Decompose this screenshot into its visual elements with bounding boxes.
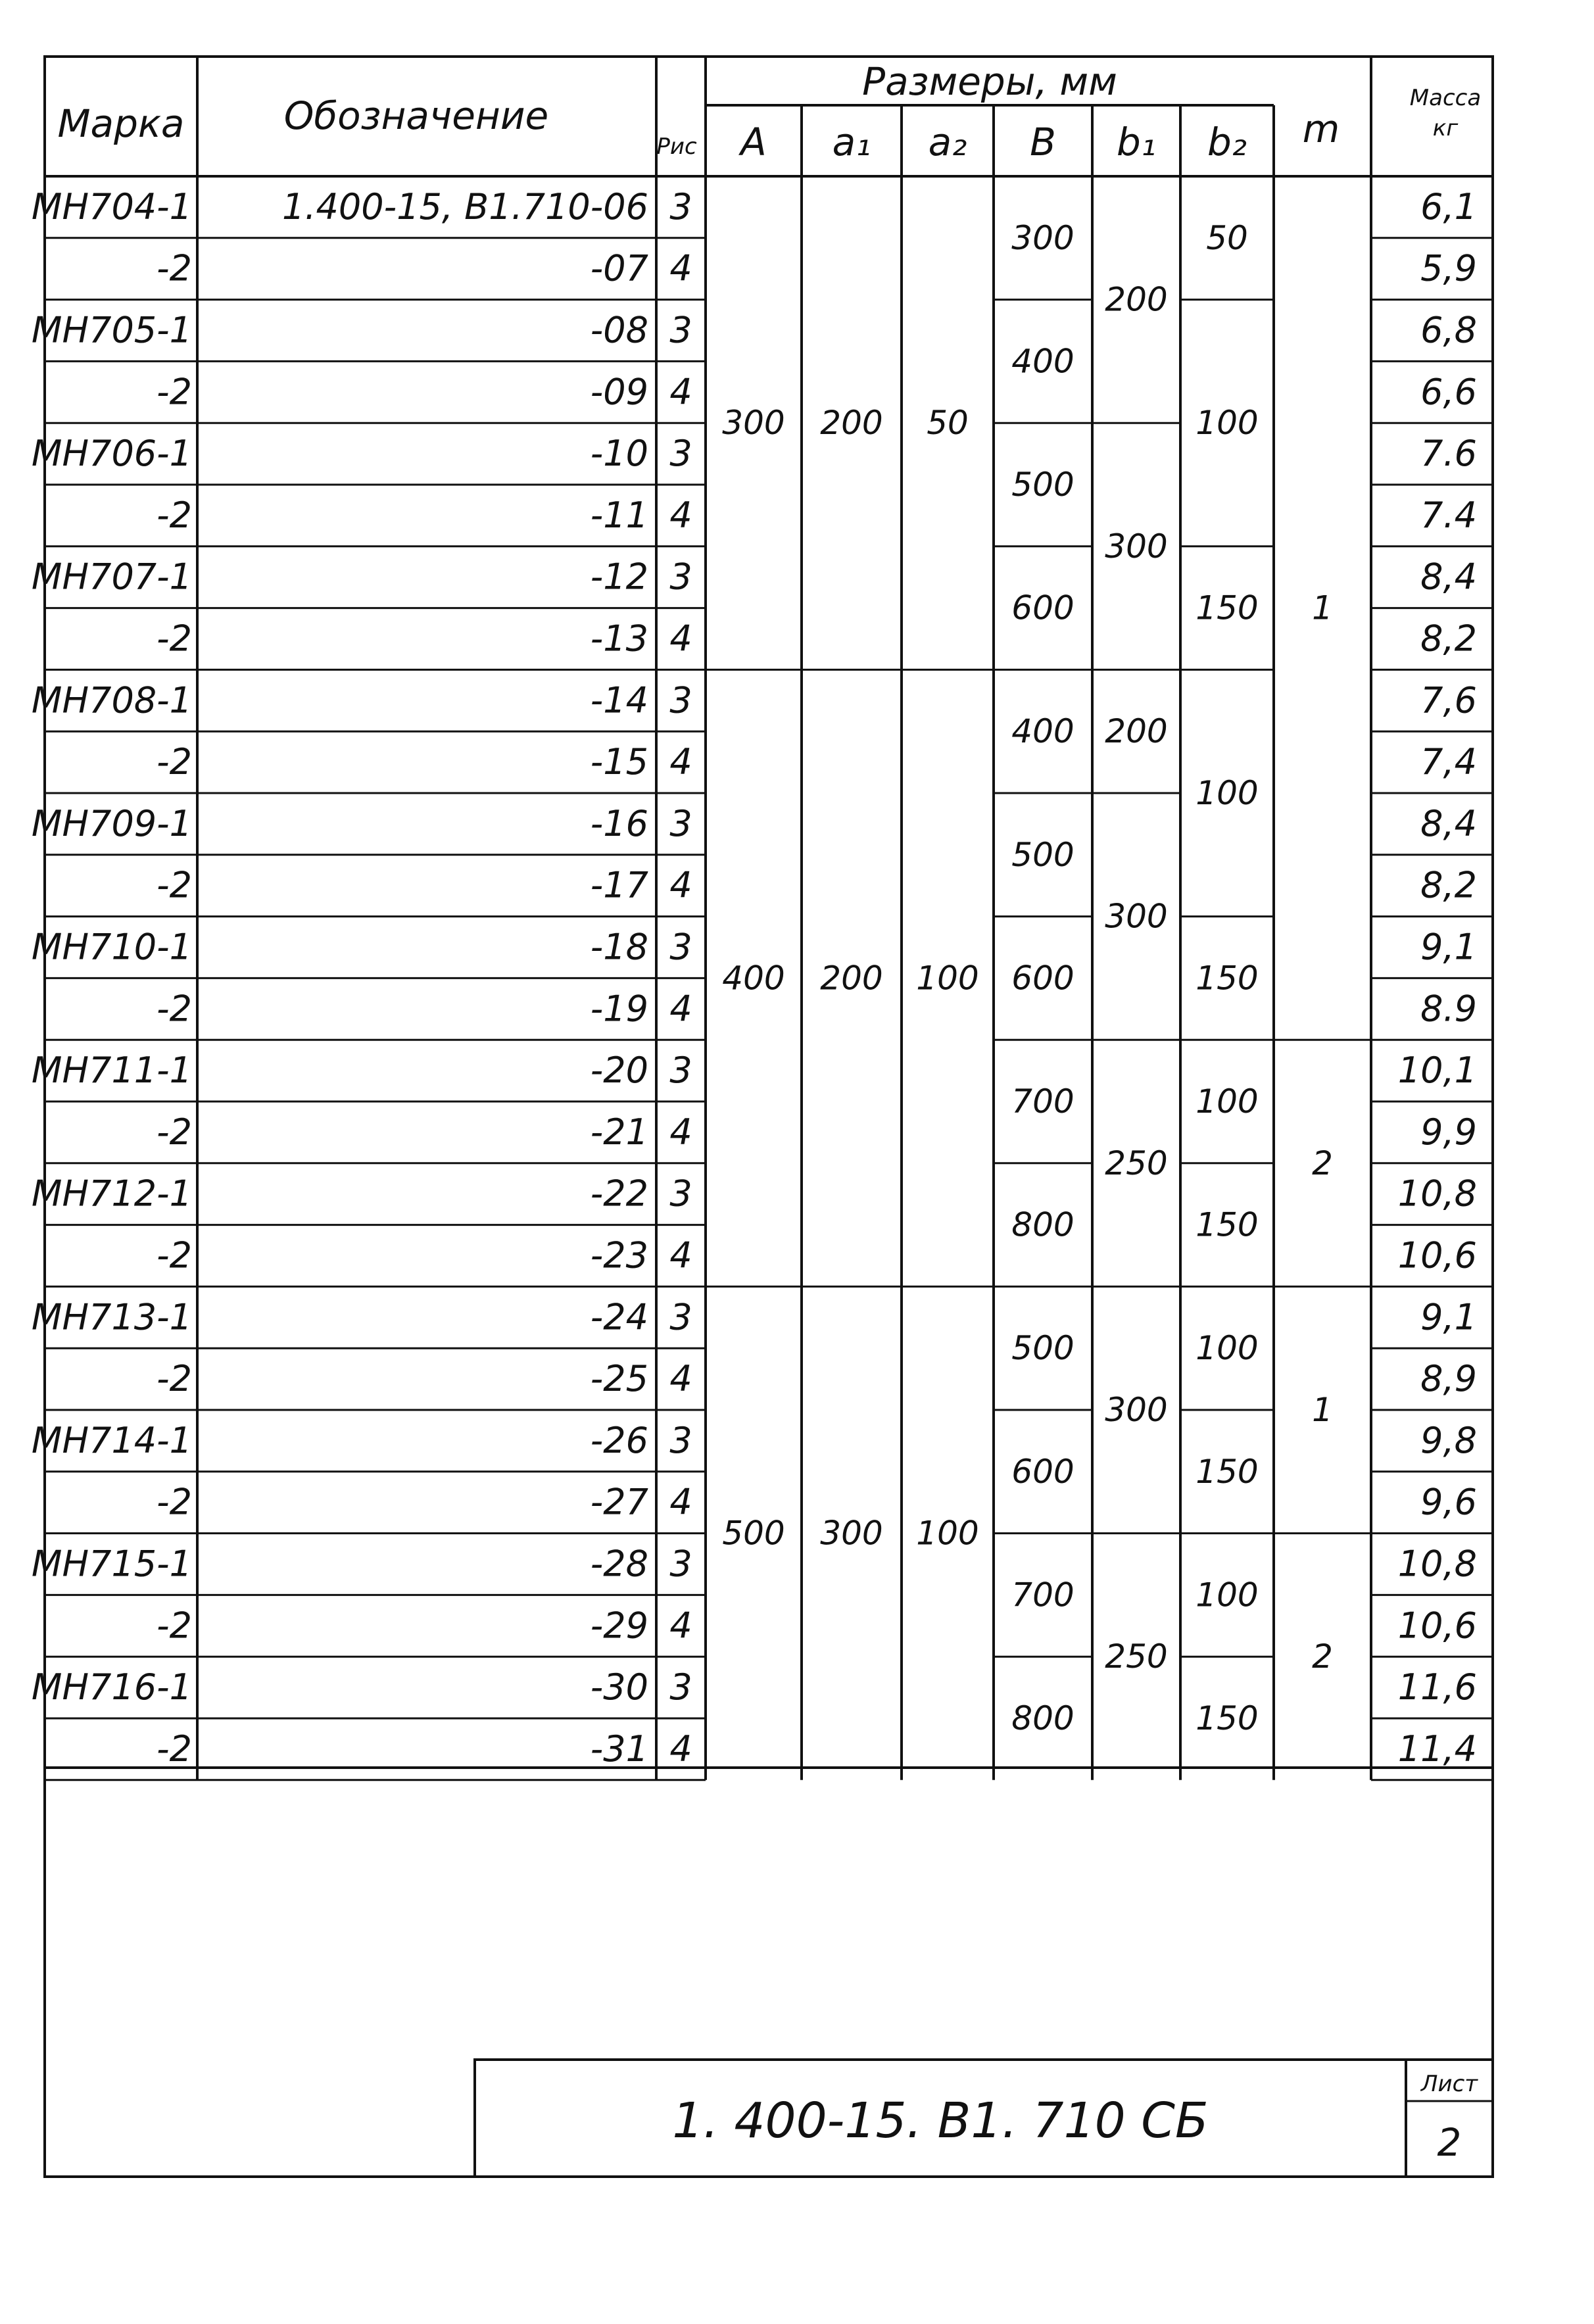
- group-value-a2: 100: [916, 959, 979, 998]
- cell-oboznachenie: -28: [590, 1543, 648, 1585]
- cell-ris: 3: [669, 802, 692, 844]
- cell-oboznachenie: -26: [590, 1419, 648, 1461]
- table-row: [157, 1235, 1477, 1276]
- group-value-b2: 150: [1196, 1452, 1259, 1491]
- table-row: [157, 1111, 1477, 1153]
- table-row: [32, 1666, 1477, 1708]
- cell-massa: 11,4: [1397, 1728, 1477, 1770]
- cell-oboznachenie: -22: [590, 1173, 648, 1215]
- cell-ris: 3: [669, 556, 692, 598]
- group-value-b2: 50: [1206, 218, 1248, 257]
- group-value-b2: 100: [1196, 1082, 1259, 1121]
- group-value-m: 1: [1312, 1391, 1333, 1429]
- cell-marka: -2: [157, 988, 192, 1030]
- cell-ris: 3: [669, 1543, 692, 1585]
- group-value-b2: 150: [1196, 1699, 1259, 1737]
- cell-marka: -2: [157, 864, 192, 906]
- cell-marka: МН709-1: [31, 802, 192, 844]
- cell-oboznachenie: -15: [590, 741, 648, 783]
- group-value-b: 300: [1011, 218, 1075, 257]
- header-m: m: [1302, 107, 1340, 151]
- group-value-b: 400: [1011, 342, 1075, 381]
- cell-massa: 8.9: [1420, 988, 1477, 1030]
- cell-massa: 9,1: [1420, 1296, 1477, 1338]
- cell-oboznachenie: -24: [590, 1296, 648, 1338]
- cell-massa: 6,8: [1420, 309, 1477, 351]
- group-value-b2: 100: [1196, 1329, 1259, 1368]
- cell-massa: 7,6: [1420, 679, 1477, 721]
- cell-marka: МН708-1: [31, 679, 192, 721]
- cell-ris: 3: [669, 1050, 692, 1092]
- header-massa-unit: кг: [1432, 115, 1459, 141]
- table-row: [157, 988, 1477, 1029]
- cell-marka: -2: [157, 1481, 192, 1523]
- group-value-b2: 150: [1196, 959, 1259, 998]
- table-row: [32, 1173, 1477, 1215]
- group-value-b1: 300: [1105, 527, 1168, 566]
- cell-marka: МН707-1: [31, 556, 192, 598]
- cell-ris: 4: [669, 1358, 692, 1400]
- header-marka: Марка: [57, 101, 185, 146]
- cell-ris: 3: [669, 1419, 692, 1461]
- group-value-b: 600: [1011, 589, 1075, 627]
- group-value-b: 500: [1011, 1329, 1075, 1368]
- cell-ris: 4: [669, 1605, 692, 1647]
- group-value-b1: 250: [1105, 1144, 1168, 1182]
- cell-oboznachenie: -12: [590, 556, 648, 598]
- table-row: [32, 186, 1477, 228]
- cell-massa: 8,9: [1420, 1358, 1477, 1400]
- group-value-m: 1: [1312, 589, 1333, 627]
- cell-oboznachenie: 1.400-15, В1.710-06: [282, 185, 648, 228]
- cell-ris: 4: [669, 494, 692, 536]
- cell-ris: 4: [669, 1234, 692, 1276]
- group-value-a1: 300: [820, 1514, 883, 1553]
- cell-oboznachenie: -07: [590, 247, 648, 289]
- group-value-b: 700: [1011, 1082, 1075, 1121]
- cell-marka: МН706-1: [31, 433, 192, 475]
- cell-massa: 10,8: [1397, 1543, 1477, 1585]
- cell-ris: 3: [669, 926, 692, 968]
- group-value-b2: 100: [1196, 404, 1259, 443]
- group-value-a: 500: [722, 1514, 785, 1553]
- cell-oboznachenie: -13: [590, 617, 648, 660]
- table-row: [32, 679, 1477, 721]
- cell-massa: 9,9: [1420, 1111, 1477, 1153]
- cell-marka: -2: [157, 741, 192, 783]
- cell-marka: МН715-1: [31, 1543, 192, 1585]
- cell-massa: 10,6: [1397, 1605, 1477, 1647]
- table-row: [157, 1728, 1477, 1770]
- cell-marka: -2: [157, 494, 192, 536]
- group-value-b: 800: [1011, 1205, 1075, 1244]
- cell-marka: -2: [157, 1605, 192, 1647]
- header-b2: b₂: [1207, 120, 1247, 164]
- cell-ris: 4: [669, 1728, 692, 1770]
- group-value-b: 400: [1011, 712, 1075, 751]
- cell-oboznachenie: -21: [590, 1111, 648, 1153]
- cell-marka: -2: [157, 1728, 192, 1770]
- cell-massa: 6,6: [1420, 371, 1477, 413]
- table-row: [157, 248, 1477, 289]
- table-row: [157, 741, 1477, 783]
- table-row: [32, 1050, 1477, 1091]
- header-massa: Масса: [1409, 85, 1482, 111]
- table-row: [157, 371, 1477, 412]
- cell-ris: 4: [669, 864, 692, 906]
- group-value-b: 600: [1011, 959, 1075, 998]
- cell-marka: -2: [157, 247, 192, 289]
- group-value-b1: 200: [1105, 280, 1168, 319]
- cell-oboznachenie: -25: [590, 1358, 648, 1400]
- cell-massa: 10,1: [1397, 1050, 1477, 1092]
- table-row: [157, 618, 1477, 660]
- cell-oboznachenie: -11: [590, 494, 648, 536]
- cell-oboznachenie: -20: [590, 1050, 648, 1092]
- cell-massa: 9,1: [1420, 926, 1477, 968]
- cell-oboznachenie: -18: [590, 926, 648, 968]
- cell-ris: 3: [669, 1173, 692, 1215]
- group-value-b2: 150: [1196, 1205, 1259, 1244]
- cell-ris: 4: [669, 617, 692, 660]
- cell-massa: 10,6: [1397, 1234, 1477, 1276]
- cell-marka: -2: [157, 617, 192, 660]
- cell-oboznachenie: -17: [590, 864, 648, 906]
- group-value-b1: 300: [1105, 897, 1168, 936]
- group-value-b1: 200: [1105, 712, 1168, 751]
- cell-ris: 4: [669, 988, 692, 1030]
- cell-oboznachenie: -14: [590, 679, 648, 721]
- header-a: A: [740, 120, 767, 164]
- cell-marka: -2: [157, 1234, 192, 1276]
- group-value-m: 2: [1312, 1637, 1333, 1676]
- header-b1: b₁: [1116, 120, 1157, 164]
- cell-marka: -2: [157, 371, 192, 413]
- group-value-b2: 150: [1196, 589, 1259, 627]
- cell-massa: 7.4: [1420, 494, 1477, 536]
- header-oboznachenie: Обозначение: [283, 93, 549, 138]
- document-code: 1. 400-15. В1. 710 СБ: [672, 2093, 1209, 2149]
- table-row: [32, 803, 1477, 844]
- cell-massa: 7.6: [1420, 433, 1477, 475]
- cell-marka: -2: [157, 1111, 192, 1153]
- group-value-a1: 200: [820, 959, 883, 998]
- cell-oboznachenie: -16: [590, 802, 648, 844]
- group-value-b: 500: [1011, 835, 1075, 874]
- cell-oboznachenie: -09: [590, 371, 648, 413]
- table-row: [157, 1482, 1477, 1523]
- cell-oboznachenie: -29: [590, 1605, 648, 1647]
- table-row: [157, 495, 1477, 536]
- cell-marka: МН704-1: [31, 185, 192, 228]
- cell-ris: 4: [669, 1481, 692, 1523]
- cell-marka: МН716-1: [31, 1666, 192, 1708]
- cell-massa: 9,8: [1420, 1419, 1477, 1461]
- cell-oboznachenie: -30: [590, 1666, 648, 1708]
- cell-massa: 8,4: [1420, 802, 1477, 844]
- group-value-a1: 200: [820, 404, 883, 443]
- cell-ris: 4: [669, 741, 692, 783]
- cell-massa: 8,2: [1420, 864, 1477, 906]
- cell-marka: МН705-1: [31, 309, 192, 351]
- table-header: [58, 59, 1482, 164]
- sheet-label: Лист: [1420, 2071, 1478, 2097]
- cell-marka: -2: [157, 1358, 192, 1400]
- frame-border: [45, 57, 1493, 2177]
- title-block: [475, 2060, 1493, 2177]
- group-value-b2: 100: [1196, 774, 1259, 812]
- cell-oboznachenie: -27: [590, 1481, 648, 1523]
- table-row: [32, 1296, 1477, 1338]
- cell-marka: МН712-1: [31, 1173, 192, 1215]
- table-row: [32, 310, 1477, 351]
- header-a1: a₁: [832, 120, 871, 164]
- cell-oboznachenie: -31: [590, 1728, 648, 1770]
- cell-oboznachenie: -19: [590, 988, 648, 1030]
- group-value-b: 600: [1011, 1452, 1075, 1491]
- sheet-number: 2: [1437, 2120, 1462, 2165]
- group-value-b2: 100: [1196, 1576, 1259, 1614]
- cell-ris: 3: [669, 433, 692, 475]
- group-value-a: 400: [722, 959, 785, 998]
- group-value-b: 500: [1011, 466, 1075, 504]
- group-value-b1: 250: [1105, 1637, 1168, 1676]
- cell-marka: МН714-1: [31, 1419, 192, 1461]
- cell-marka: МН711-1: [31, 1050, 192, 1092]
- header-ris: Рис: [656, 133, 697, 160]
- cell-ris: 3: [669, 185, 692, 228]
- cell-ris: 3: [669, 1296, 692, 1338]
- cell-massa: 6,1: [1420, 185, 1477, 228]
- cell-massa: 5,9: [1420, 247, 1477, 289]
- header-b: B: [1030, 120, 1056, 164]
- cell-ris: 4: [669, 371, 692, 413]
- group-value-b: 700: [1011, 1576, 1075, 1614]
- group-value-b1: 300: [1105, 1391, 1168, 1429]
- cell-ris: 3: [669, 679, 692, 721]
- table-row: [157, 1605, 1477, 1646]
- cell-massa: 9,6: [1420, 1481, 1477, 1523]
- group-value-a2: 100: [916, 1514, 979, 1553]
- table-row: [157, 1358, 1477, 1399]
- cell-massa: 11,6: [1397, 1666, 1477, 1708]
- cell-massa: 7,4: [1420, 741, 1477, 783]
- cell-ris: 4: [669, 247, 692, 289]
- cell-oboznachenie: -10: [590, 433, 648, 475]
- group-value-a: 300: [722, 404, 785, 443]
- dimension-groups: [722, 219, 1333, 1737]
- cell-ris: 4: [669, 1111, 692, 1153]
- cell-massa: 10,8: [1397, 1173, 1477, 1215]
- table-row: [157, 865, 1477, 906]
- header-razmery: Размеры, мм: [862, 59, 1117, 104]
- cell-ris: 3: [669, 1666, 692, 1708]
- group-value-m: 2: [1312, 1144, 1333, 1182]
- sheet-frame: [45, 57, 1493, 2177]
- table-row: [32, 556, 1477, 598]
- cell-oboznachenie: -08: [590, 309, 648, 351]
- group-value-b: 800: [1011, 1699, 1075, 1737]
- header-a2: a₂: [928, 120, 967, 164]
- cell-marka: МН713-1: [31, 1296, 192, 1338]
- cell-massa: 8,2: [1420, 617, 1477, 660]
- cell-marka: МН710-1: [31, 926, 192, 968]
- group-value-a2: 50: [927, 404, 969, 443]
- table-row: [32, 1420, 1477, 1461]
- cell-ris: 3: [669, 309, 692, 351]
- cell-oboznachenie: -23: [590, 1234, 648, 1276]
- cell-massa: 8,4: [1420, 556, 1477, 598]
